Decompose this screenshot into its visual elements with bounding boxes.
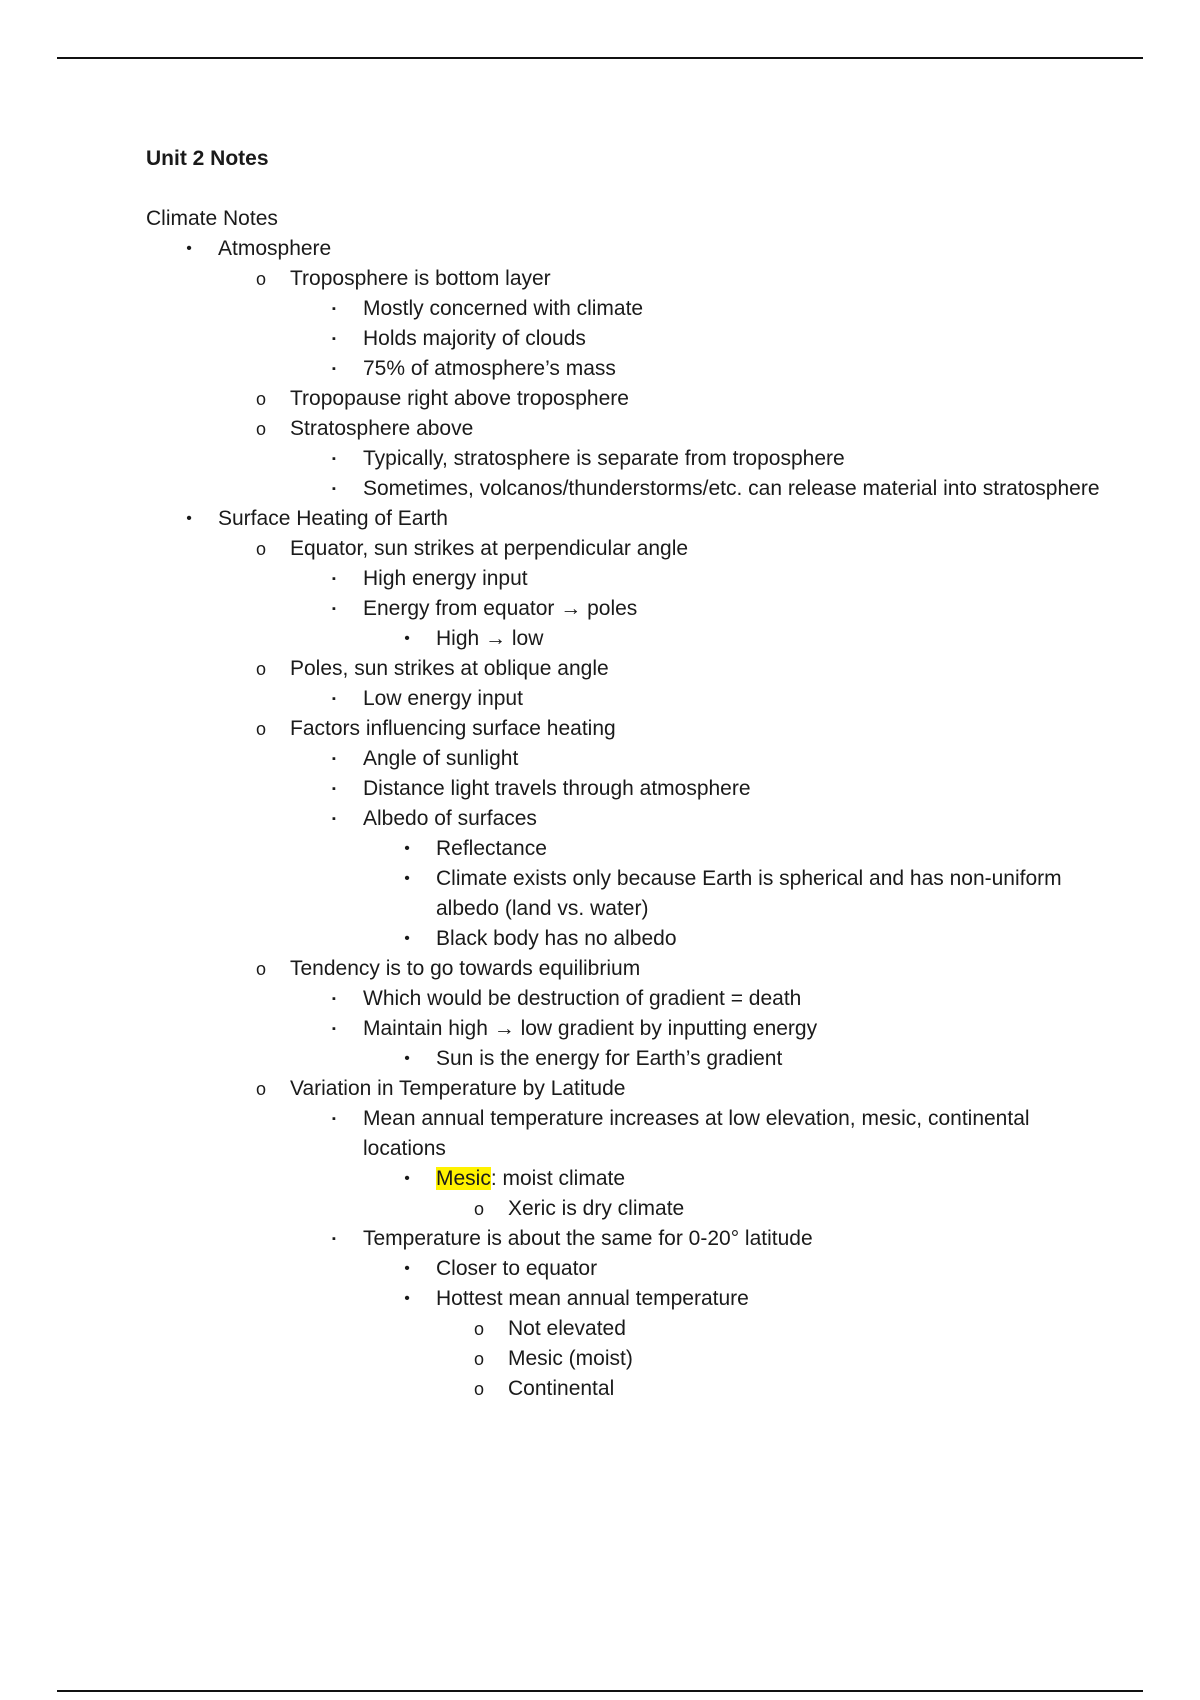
outline-item-level-3: [146, 744, 1106, 774]
outline-item-level-5: [146, 1344, 1106, 1374]
outline-item-text: Mostly concerned with climate: [363, 297, 644, 320]
highlighted-term: Mesic: [436, 1167, 491, 1190]
outline-item-text: Low energy input: [363, 687, 523, 710]
outline-item-text: Black body has no albedo: [436, 927, 677, 950]
square-marker-icon: ▪: [332, 303, 336, 315]
outline-item-level-4: [146, 924, 1106, 954]
outline-item-text: High energy input: [363, 567, 528, 590]
outline-item-level-4: [146, 1044, 1106, 1074]
outline-item-text: Tendency is to go towards equilibrium: [290, 957, 641, 980]
outline-item-level-5: [146, 1374, 1106, 1404]
outline-item-level-4: [146, 1254, 1106, 1284]
outline-item-text: Equator, sun strikes at perpendicular angle: [290, 537, 689, 560]
outline-item-level-3: [146, 1104, 1106, 1164]
outline-item-level-3: [146, 984, 1106, 1014]
circle-marker-icon: o: [255, 719, 266, 739]
bullet-marker-icon: •: [404, 1290, 410, 1307]
circle-marker-icon: o: [255, 1079, 266, 1099]
outline-item-text: Not elevated: [508, 1317, 626, 1340]
outline-item-level-4: [146, 1284, 1106, 1314]
outline-item-text: Angle of sunlight: [363, 747, 519, 770]
bullet-marker-icon: •: [404, 840, 410, 857]
outline-item-level-2: [146, 954, 1106, 984]
outline-item-text: Albedo of surfaces: [363, 807, 537, 830]
square-marker-icon: ▪: [332, 453, 336, 465]
outline-item-text: High → low: [436, 627, 544, 650]
square-marker-icon: ▪: [332, 783, 336, 795]
footer-rule: [57, 1690, 1143, 1692]
bullet-marker-icon: •: [404, 1050, 410, 1067]
outline-item-text: Atmosphere: [218, 237, 332, 260]
outline-item-text: Stratosphere above: [290, 417, 474, 440]
outline-item-level-3: [146, 804, 1106, 834]
section-title: Climate Notes: [146, 207, 278, 230]
outline-item-level-2: [146, 654, 1106, 684]
outline-item-text: Maintain high → low gradient by inputting energy: [363, 1017, 818, 1040]
outline-item-text: : moist climate: [490, 1167, 626, 1190]
outline-item-text: Which would be destruction of gradient = death: [363, 987, 802, 1010]
bullet-marker-icon: •: [404, 1170, 410, 1187]
outline-item-text: Energy from equator → poles: [363, 597, 638, 620]
circle-marker-icon: o: [255, 539, 266, 559]
outline-item-level-5: [146, 1194, 1106, 1224]
square-marker-icon: ▪: [332, 603, 336, 615]
bullet-marker-icon: •: [404, 630, 410, 647]
square-marker-icon: ▪: [332, 363, 336, 375]
outline-item-text: Typically, stratosphere is separate from troposphere: [363, 447, 845, 470]
outline-item-level-2: [146, 534, 1106, 564]
outline-item-text: Tropopause right above troposphere: [290, 387, 629, 410]
outline-item-text: Surface Heating of Earth: [218, 507, 448, 530]
outline-item-text: Continental: [508, 1377, 615, 1400]
square-marker-icon: ▪: [332, 753, 336, 765]
square-marker-icon: ▪: [332, 1113, 336, 1125]
outline-item-text: Distance light travels through atmosphere: [363, 777, 751, 800]
outline-item-text: Poles, sun strikes at oblique angle: [290, 657, 609, 680]
outline-item-level-3: [146, 1014, 1106, 1044]
square-marker-icon: ▪: [332, 693, 336, 705]
bullet-marker-icon: •: [404, 930, 410, 947]
outline-item-text: Reflectance: [436, 837, 547, 860]
square-marker-icon: ▪: [332, 573, 336, 585]
outline-item-level-3: [146, 474, 1106, 504]
outline-item-text: Factors influencing surface heating: [290, 717, 616, 740]
outline-item-text: Hottest mean annual temperature: [436, 1287, 749, 1310]
outline-item-level-3: [146, 594, 1106, 624]
bullet-marker-icon: •: [186, 240, 192, 257]
outline-item-level-3: [146, 324, 1106, 354]
outline-item-level-3: [146, 354, 1106, 384]
circle-marker-icon: o: [255, 269, 266, 289]
outline-item-text: Mean annual temperature increases at low elevation, mesic, continental locations: [363, 1107, 1030, 1160]
outline-item-text: Closer to equator: [436, 1257, 598, 1280]
page-title: Unit 2 Notes: [146, 147, 269, 170]
circle-marker-icon: o: [473, 1349, 484, 1369]
notes-outline: [146, 234, 1106, 1404]
square-marker-icon: ▪: [332, 333, 336, 345]
circle-marker-icon: o: [473, 1319, 484, 1339]
square-marker-icon: ▪: [332, 1233, 336, 1245]
square-marker-icon: ▪: [332, 483, 336, 495]
outline-item-level-2: [146, 714, 1106, 744]
square-marker-icon: ▪: [332, 1023, 336, 1035]
outline-item-level-3: [146, 444, 1106, 474]
outline-item-text: Temperature is about the same for 0-20° latitude: [363, 1227, 813, 1250]
document-body: [146, 144, 1106, 1404]
outline-item-level-4: [146, 834, 1106, 864]
outline-item-level-2: [146, 264, 1106, 294]
outline-item-level-3: [146, 684, 1106, 714]
outline-item-level-5: [146, 1314, 1106, 1344]
outline-item-text: Mesic (moist): [508, 1347, 633, 1370]
bullet-marker-icon: •: [186, 510, 192, 527]
outline-item-text: Troposphere is bottom layer: [290, 267, 551, 290]
bullet-marker-icon: •: [404, 1260, 410, 1277]
outline-item-text: Climate exists only because Earth is spherical and has non-uniform albedo (land vs. water): [436, 867, 1062, 920]
circle-marker-icon: o: [255, 959, 266, 979]
outline-item-text: 75% of atmosphere’s mass: [363, 357, 616, 380]
outline-item-level-4: [146, 1164, 1106, 1194]
outline-item-level-4: [146, 624, 1106, 654]
outline-item-level-3: [146, 564, 1106, 594]
outline-item-level-2: [146, 1074, 1106, 1104]
outline-item-level-1: [146, 234, 1106, 264]
square-marker-icon: ▪: [332, 993, 336, 1005]
outline-item-level-3: [146, 1224, 1106, 1254]
outline-item-text: Xeric is dry climate: [508, 1197, 685, 1220]
outline-item-text: Holds majority of clouds: [363, 327, 586, 350]
outline-item-level-2: [146, 384, 1106, 414]
outline-item-level-4: [146, 864, 1106, 924]
outline-item-level-3: [146, 774, 1106, 804]
outline-item-level-1: [146, 504, 1106, 534]
outline-item-level-2: [146, 414, 1106, 444]
circle-marker-icon: o: [255, 659, 266, 679]
outline-item-level-3: [146, 294, 1106, 324]
outline-item-text: Variation in Temperature by Latitude: [290, 1077, 626, 1100]
bullet-marker-icon: •: [404, 870, 410, 887]
circle-marker-icon: o: [473, 1379, 484, 1399]
header-rule: [57, 57, 1143, 59]
square-marker-icon: ▪: [332, 813, 336, 825]
outline-item-text: Sun is the energy for Earth’s gradient: [436, 1047, 783, 1070]
circle-marker-icon: o: [473, 1199, 484, 1219]
outline-item-text: Sometimes, volcanos/thunderstorms/etc. can release material into stratosphere: [363, 477, 1100, 500]
circle-marker-icon: o: [255, 389, 266, 409]
circle-marker-icon: o: [255, 419, 266, 439]
